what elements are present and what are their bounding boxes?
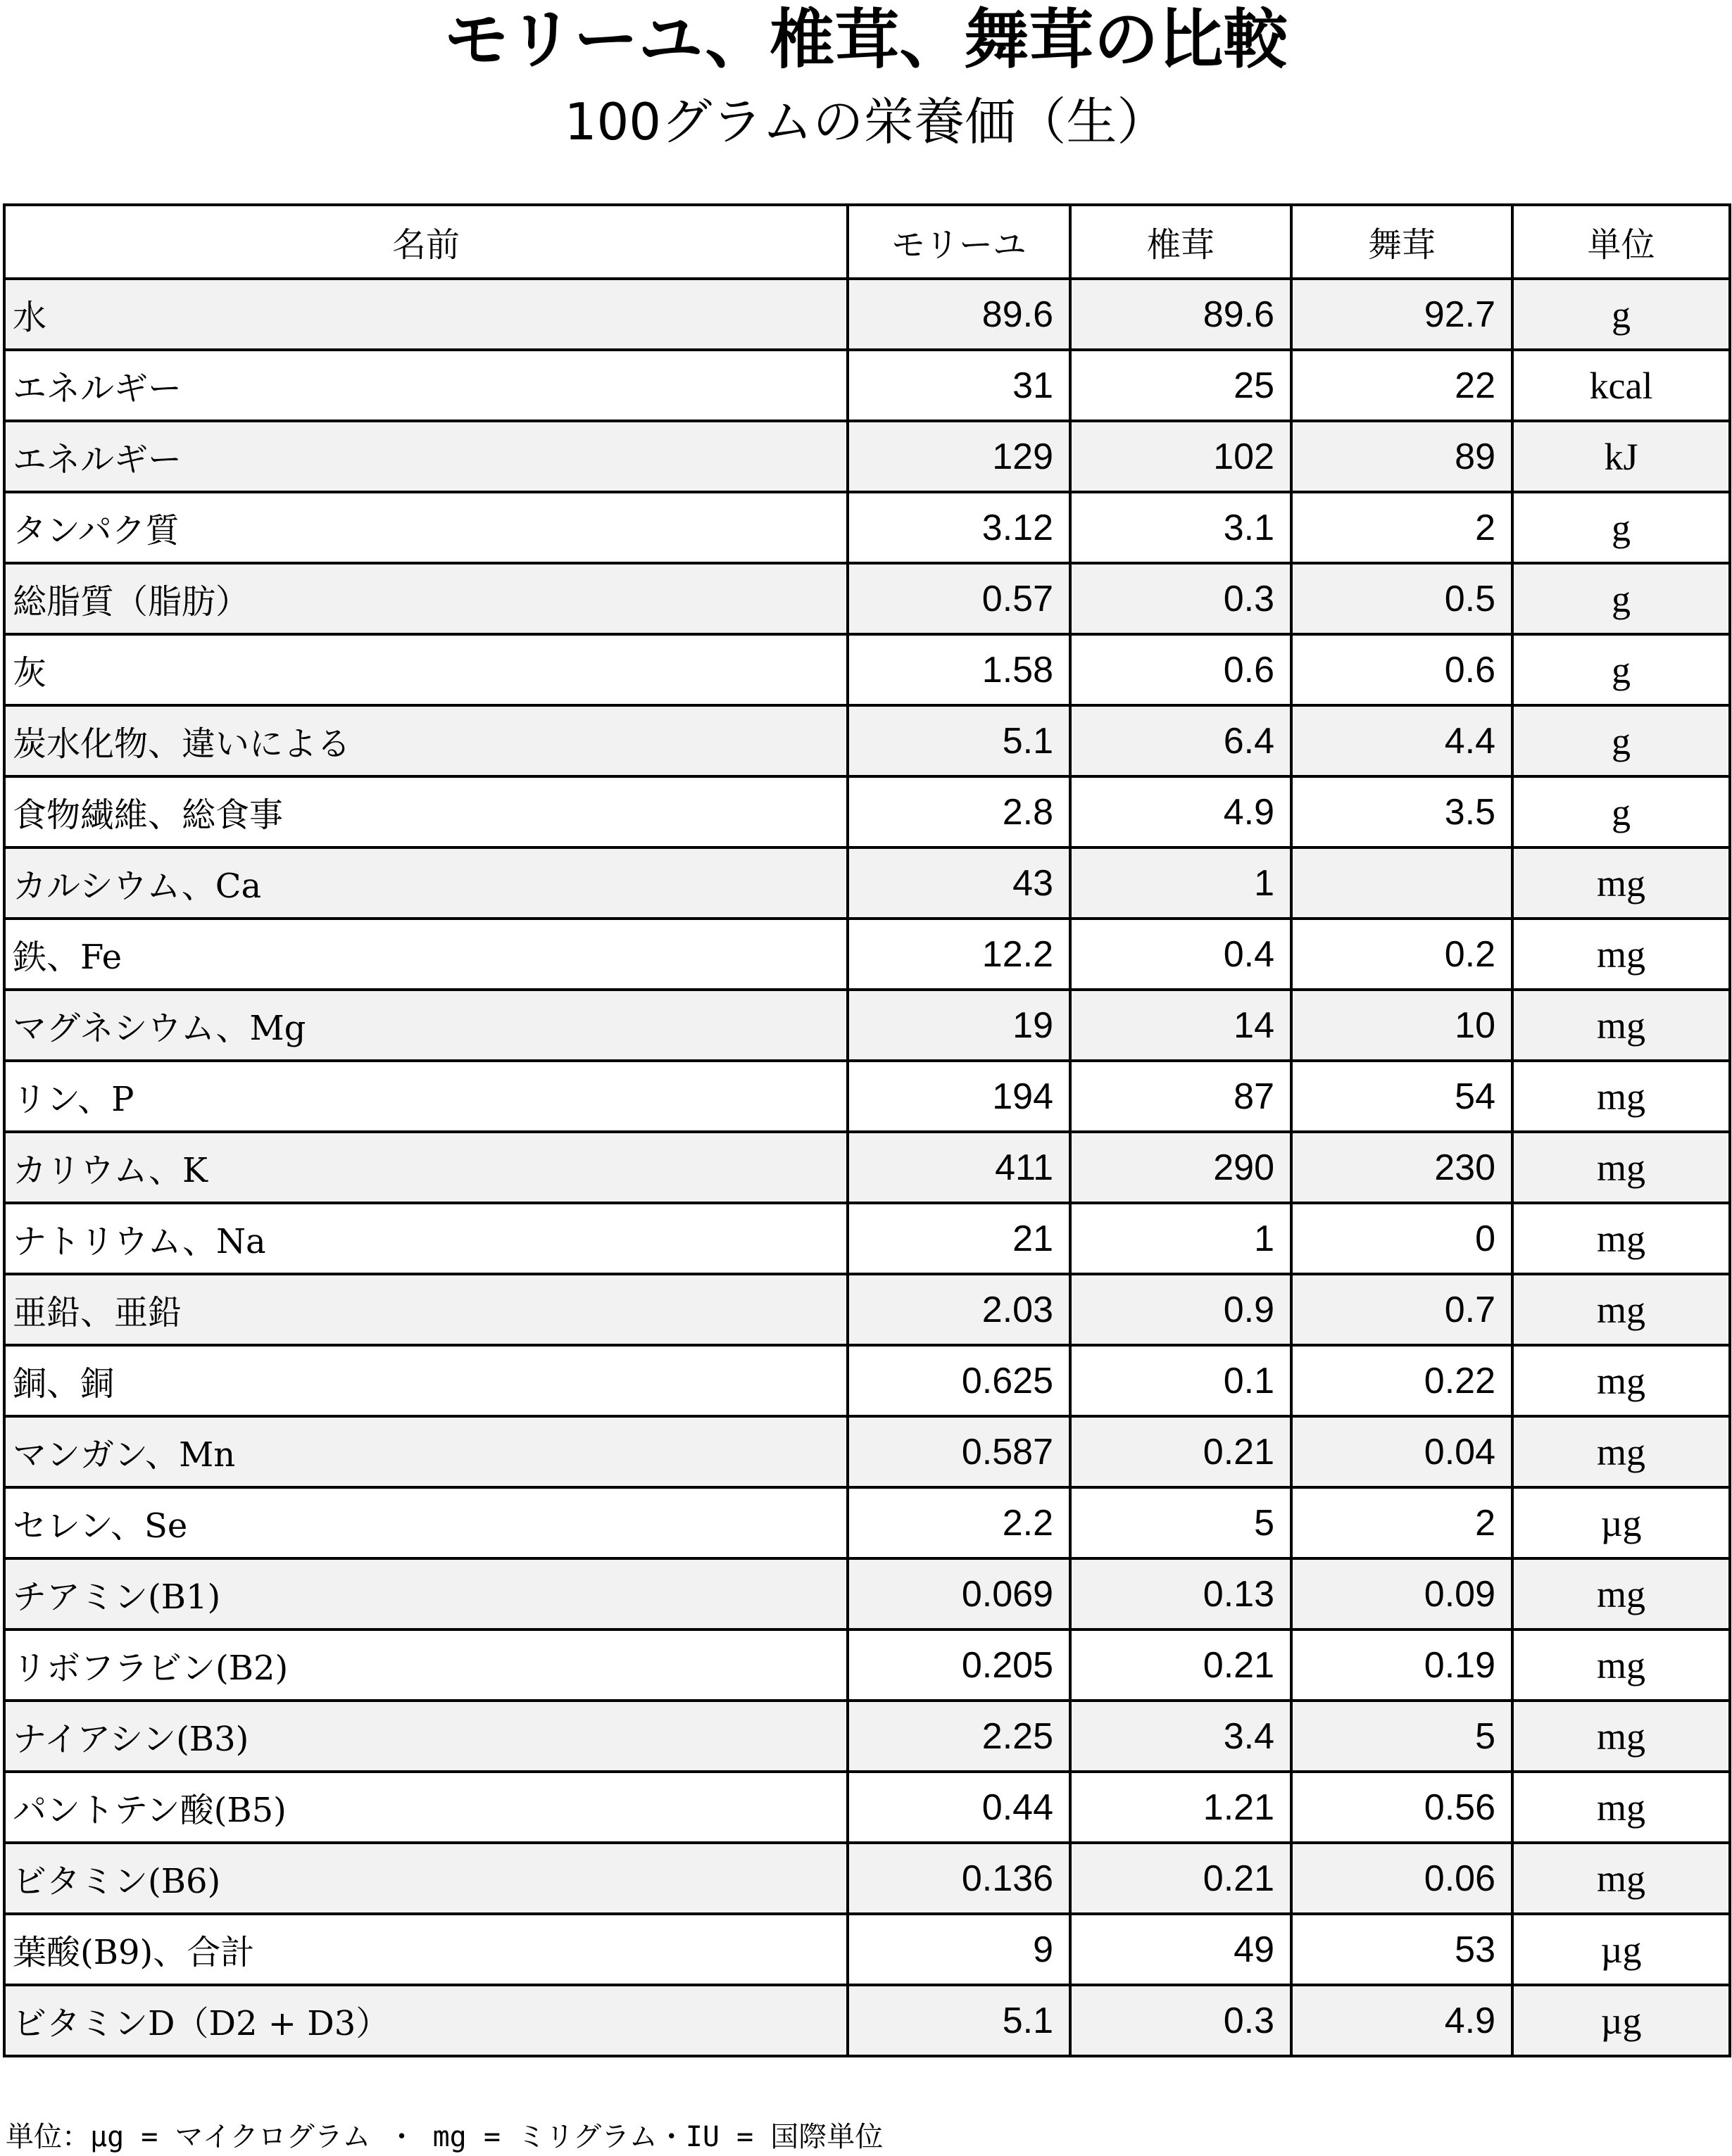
- morel-value: 3.12: [848, 492, 1070, 563]
- maitake-value: 4.4: [1291, 705, 1512, 776]
- table-row: [4, 1132, 1730, 1203]
- morel-value: 89.6: [848, 279, 1070, 350]
- shiitake-value: 0.9: [1070, 1274, 1291, 1345]
- morel-value: 1.58: [848, 634, 1070, 705]
- morel-value: 5.1: [848, 705, 1070, 776]
- unit-value: mg: [1512, 1843, 1730, 1914]
- unit-value: g: [1512, 634, 1730, 705]
- header-name: 名前: [4, 205, 848, 279]
- shiitake-value: 1: [1070, 847, 1291, 919]
- nutrient-name: ナトリウム、Na: [4, 1203, 848, 1274]
- shiitake-value: 5: [1070, 1487, 1291, 1558]
- nutrient-name: ビタミンD（D2 + D3）: [4, 1985, 848, 2056]
- header-morel: モリーユ: [848, 205, 1070, 279]
- maitake-value: 0.09: [1291, 1558, 1512, 1629]
- shiitake-value: 102: [1070, 421, 1291, 492]
- morel-value: 9: [848, 1914, 1070, 1985]
- shiitake-value: 0.21: [1070, 1629, 1291, 1701]
- table-row: [4, 1416, 1730, 1487]
- table-row: [4, 1629, 1730, 1701]
- unit-value: g: [1512, 705, 1730, 776]
- unit-value: mg: [1512, 1132, 1730, 1203]
- nutrient-name: ビタミン(B6): [4, 1843, 848, 1914]
- shiitake-value: 87: [1070, 1061, 1291, 1132]
- nutrient-name: マグネシウム、Mg: [4, 990, 848, 1061]
- header-unit: 単位: [1512, 205, 1730, 279]
- shiitake-value: 89.6: [1070, 279, 1291, 350]
- maitake-value: 22: [1291, 350, 1512, 421]
- shiitake-value: 0.21: [1070, 1843, 1291, 1914]
- nutrient-name: パントテン酸(B5): [4, 1772, 848, 1843]
- nutrient-name: エネルギー: [4, 350, 848, 421]
- table-row: [4, 350, 1730, 421]
- shiitake-value: 1: [1070, 1203, 1291, 1274]
- shiitake-value: 25: [1070, 350, 1291, 421]
- nutrient-name: 炭水化物、違いによる: [4, 705, 848, 776]
- nutrient-name: ナイアシン(B3): [4, 1701, 848, 1772]
- morel-value: 194: [848, 1061, 1070, 1132]
- maitake-value: 0.22: [1291, 1345, 1512, 1416]
- nutrient-name: リボフラビン(B2): [4, 1629, 848, 1701]
- unit-value: mg: [1512, 919, 1730, 990]
- unit-value: mg: [1512, 847, 1730, 919]
- maitake-value: 0.04: [1291, 1416, 1512, 1487]
- shiitake-value: 0.3: [1070, 563, 1291, 634]
- unit-value: mg: [1512, 1772, 1730, 1843]
- morel-value: 31: [848, 350, 1070, 421]
- maitake-value: 230: [1291, 1132, 1512, 1203]
- morel-value: 0.069: [848, 1558, 1070, 1629]
- maitake-value: 54: [1291, 1061, 1512, 1132]
- morel-value: 19: [848, 990, 1070, 1061]
- morel-value: 2.8: [848, 776, 1070, 847]
- table-row: [4, 1558, 1730, 1629]
- maitake-value: 89: [1291, 421, 1512, 492]
- shiitake-value: 0.21: [1070, 1416, 1291, 1487]
- unit-value: mg: [1512, 1274, 1730, 1345]
- maitake-value: 0: [1291, 1203, 1512, 1274]
- shiitake-value: 0.13: [1070, 1558, 1291, 1629]
- maitake-value: 5: [1291, 1701, 1512, 1772]
- table-row: [4, 776, 1730, 847]
- maitake-value: 2: [1291, 1487, 1512, 1558]
- table-row: [4, 634, 1730, 705]
- table-row: [4, 919, 1730, 990]
- morel-value: 21: [848, 1203, 1070, 1274]
- morel-value: 0.136: [848, 1843, 1070, 1914]
- shiitake-value: 4.9: [1070, 776, 1291, 847]
- header-shiitake: 椎茸: [1070, 205, 1291, 279]
- morel-value: 0.44: [848, 1772, 1070, 1843]
- nutrition-table: [3, 203, 1731, 2057]
- shiitake-value: 0.4: [1070, 919, 1291, 990]
- table-row: [4, 421, 1730, 492]
- unit-value: kcal: [1512, 350, 1730, 421]
- nutrient-name: セレン、Se: [4, 1487, 848, 1558]
- morel-value: 5.1: [848, 1985, 1070, 2056]
- table-row: [4, 1345, 1730, 1416]
- morel-value: 0.587: [848, 1416, 1070, 1487]
- table-header-row: [4, 205, 1730, 279]
- morel-value: 411: [848, 1132, 1070, 1203]
- maitake-value: 4.9: [1291, 1985, 1512, 2056]
- maitake-value: 53: [1291, 1914, 1512, 1985]
- table-row: [4, 492, 1730, 563]
- table-row: [4, 1487, 1730, 1558]
- unit-value: mg: [1512, 1203, 1730, 1274]
- nutrient-name: チアミン(B1): [4, 1558, 848, 1629]
- maitake-value: 3.5: [1291, 776, 1512, 847]
- maitake-value: 0.06: [1291, 1843, 1512, 1914]
- unit-value: mg: [1512, 1629, 1730, 1701]
- nutrient-name: マンガン、Mn: [4, 1416, 848, 1487]
- table-body: [4, 279, 1730, 2056]
- maitake-value: 0.2: [1291, 919, 1512, 990]
- shiitake-value: 3.1: [1070, 492, 1291, 563]
- nutrient-name: エネルギー: [4, 421, 848, 492]
- morel-value: 2.2: [848, 1487, 1070, 1558]
- unit-value: µg: [1512, 1914, 1730, 1985]
- morel-value: 129: [848, 421, 1070, 492]
- maitake-value: 10: [1291, 990, 1512, 1061]
- page-subtitle: 100グラムの栄養価（生）: [564, 92, 1168, 151]
- shiitake-value: 1.21: [1070, 1772, 1291, 1843]
- nutrient-name: 葉酸(B9)、合計: [4, 1914, 848, 1985]
- maitake-value: 0.19: [1291, 1629, 1512, 1701]
- table-row: [4, 990, 1730, 1061]
- table-row: [4, 705, 1730, 776]
- unit-value: g: [1512, 563, 1730, 634]
- table-row: [4, 1061, 1730, 1132]
- shiitake-value: 14: [1070, 990, 1291, 1061]
- unit-value: µg: [1512, 1487, 1730, 1558]
- table-row: [4, 563, 1730, 634]
- unit-value: g: [1512, 492, 1730, 563]
- shiitake-value: 290: [1070, 1132, 1291, 1203]
- maitake-value: 0.5: [1291, 563, 1512, 634]
- shiitake-value: 3.4: [1070, 1701, 1291, 1772]
- maitake-value: 92.7: [1291, 279, 1512, 350]
- morel-value: 0.625: [848, 1345, 1070, 1416]
- nutrient-name: リン、P: [4, 1061, 848, 1132]
- morel-value: 2.25: [848, 1701, 1070, 1772]
- morel-value: 2.03: [848, 1274, 1070, 1345]
- nutrient-name: 鉄、Fe: [4, 919, 848, 990]
- unit-value: mg: [1512, 1345, 1730, 1416]
- unit-value: mg: [1512, 1701, 1730, 1772]
- nutrient-name: 食物繊維、総食事: [4, 776, 848, 847]
- shiitake-value: 0.3: [1070, 1985, 1291, 2056]
- table-row: [4, 1985, 1730, 2056]
- unit-value: g: [1512, 279, 1730, 350]
- nutrient-name: 水: [4, 279, 848, 350]
- unit-value: kJ: [1512, 421, 1730, 492]
- page-title: モリーユ、椎茸、舞茸の比較: [444, 2, 1288, 77]
- nutrient-name: カリウム、K: [4, 1132, 848, 1203]
- table-row: [4, 1701, 1730, 1772]
- unit-value: g: [1512, 776, 1730, 847]
- morel-value: 0.57: [848, 563, 1070, 634]
- morel-value: 0.205: [848, 1629, 1070, 1701]
- table-row: [4, 1772, 1730, 1843]
- table-row: [4, 279, 1730, 350]
- morel-value: 43: [848, 847, 1070, 919]
- nutrient-name: 亜鉛、亜鉛: [4, 1274, 848, 1345]
- table-row: [4, 1914, 1730, 1985]
- header-maitake: 舞茸: [1291, 205, 1512, 279]
- table-row: [4, 1274, 1730, 1345]
- unit-value: mg: [1512, 1416, 1730, 1487]
- table-row: [4, 1203, 1730, 1274]
- unit-value: µg: [1512, 1985, 1730, 2056]
- table-row: [4, 1843, 1730, 1914]
- nutrient-name: 灰: [4, 634, 848, 705]
- nutrient-name: 総脂質（脂肪）: [4, 563, 848, 634]
- table-row: [4, 847, 1730, 919]
- units-footnote: 単位：µg = マイクログラム ・ mg = ミリグラム・IU = 国際単位: [6, 2121, 884, 2153]
- shiitake-value: 6.4: [1070, 705, 1291, 776]
- unit-value: mg: [1512, 1061, 1730, 1132]
- maitake-value: [1291, 847, 1512, 919]
- maitake-value: 0.7: [1291, 1274, 1512, 1345]
- unit-value: mg: [1512, 1558, 1730, 1629]
- shiitake-value: 0.1: [1070, 1345, 1291, 1416]
- nutrient-name: タンパク質: [4, 492, 848, 563]
- shiitake-value: 0.6: [1070, 634, 1291, 705]
- nutrient-name: カルシウム、Ca: [4, 847, 848, 919]
- shiitake-value: 49: [1070, 1914, 1291, 1985]
- nutrient-name: 銅、銅: [4, 1345, 848, 1416]
- maitake-value: 2: [1291, 492, 1512, 563]
- maitake-value: 0.6: [1291, 634, 1512, 705]
- morel-value: 12.2: [848, 919, 1070, 990]
- maitake-value: 0.56: [1291, 1772, 1512, 1843]
- unit-value: mg: [1512, 990, 1730, 1061]
